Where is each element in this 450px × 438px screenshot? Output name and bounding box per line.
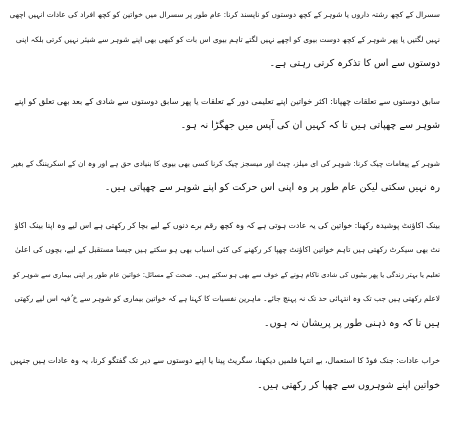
text-line: خواتین اپنے شوہروں سے چھپا کر رکھتی ہیں۔ — [257, 379, 440, 391]
paragraph-former-friends — [10, 90, 440, 139]
text-line: ہیں تا کہ وہ ذہنی طور پر پریشان نہ ہوں۔ — [264, 317, 440, 329]
text-line: لاعلم رکھتی ہیں جب تک وہ انتہائی حد تک نہ پہنچ جائے۔ ماہرین نفسیات کا کہنا ہے کہ خواتین بیماری کو شوہر سے خ ُفیہ اس لیے رکھتی — [14, 294, 440, 303]
paragraph-in-laws — [10, 3, 440, 77]
paragraph-bank-account-health — [10, 214, 440, 337]
text-line: نہیں لگتیں یا پھر شوہر کے کچھ دوست بیوی کو اچھے نہیں لگتے تاہم بیوی اس بات کو کبھی بھی اپنے شوہر سے شیئر نہیں کرتی بلکہ اپنی — [15, 34, 440, 44]
text-line: تعلیم یا بہتر زندگی یا پھر بیٹیوں کی شادی ناکام ہونے کے خوف سے بھی ہو سکتے ہیں۔ صحت کے مسائل: خواتین عام طور پر اپنی بیماری سے شوہر کو — [12, 270, 440, 279]
text-line: شوہر کے پیغامات چیک کرنا: شوہر کی ای میلز، چیٹ اور میسجز چیک کرنا کسی بھی بیوی کا بنیادی حق ہے اور وہ ان کے اسکریننگ کے بغیر — [11, 158, 440, 168]
text-line: سابق دوستوں سے تعلقات چھپانا: اکثر خواتین اپنے تعلیمی دور کے تعلقات یا پھر سابق دوستوں سے شادی کے بعد بھی تعلق کو اپنے — [14, 96, 440, 106]
text-line: بینک اکاؤنٹ پوشیدہ رکھنا: خواتین کی یہ عادت ہوتی ہے کہ وہ کچھ رقم برے دنوں کے لیے بچا کر رکھتی ہے اس لیے وہ اپنا بینک اکاؤ — [14, 220, 440, 230]
text-line: سسرال کے کچھ رشتہ داروں یا شوہر کے کچھ دوستوں کو ناپسند کرنا: عام طور پر سسرال میں خواتین کو کچھ افراد کی عادات انہیں اچھی — [10, 10, 440, 19]
text-line: شوہر سے چھپاتی ہیں تا کہ کہیں ان کی آپس میں جھگڑا نہ ہو۔ — [180, 120, 440, 131]
text-line: نٹ بھی سیکرٹ رکھتی ہیں تاہم خواتین اکاؤنٹ چھپا کر رکھنے کی کئی اسباب بھی ہو سکتے ہیں جیسا مستقبل کے لیے، بچوں کی اعلیٰ — [15, 245, 440, 254]
text-line: خراب عادات: جنک فوڈ کا استعمال، بے انتہا فلمیں دیکھنا، سگریٹ پینا یا اپنے دوستوں سے دیر تک گفتگو کرنا، یہ وہ عادات ہیں جنہیں — [10, 356, 440, 365]
paragraph-messages — [10, 152, 440, 201]
paragraph-bad-habits — [10, 349, 440, 398]
text-line: دوستوں سے اس کا تذکرہ کرتی رہتی ہے۔ — [269, 58, 440, 69]
text-line: رہ نہیں سکتی لیکن عام طور پر وہ اپنی اس حرکت کو اپنے شوہر سے چھپاتی ہیں۔ — [104, 182, 440, 193]
